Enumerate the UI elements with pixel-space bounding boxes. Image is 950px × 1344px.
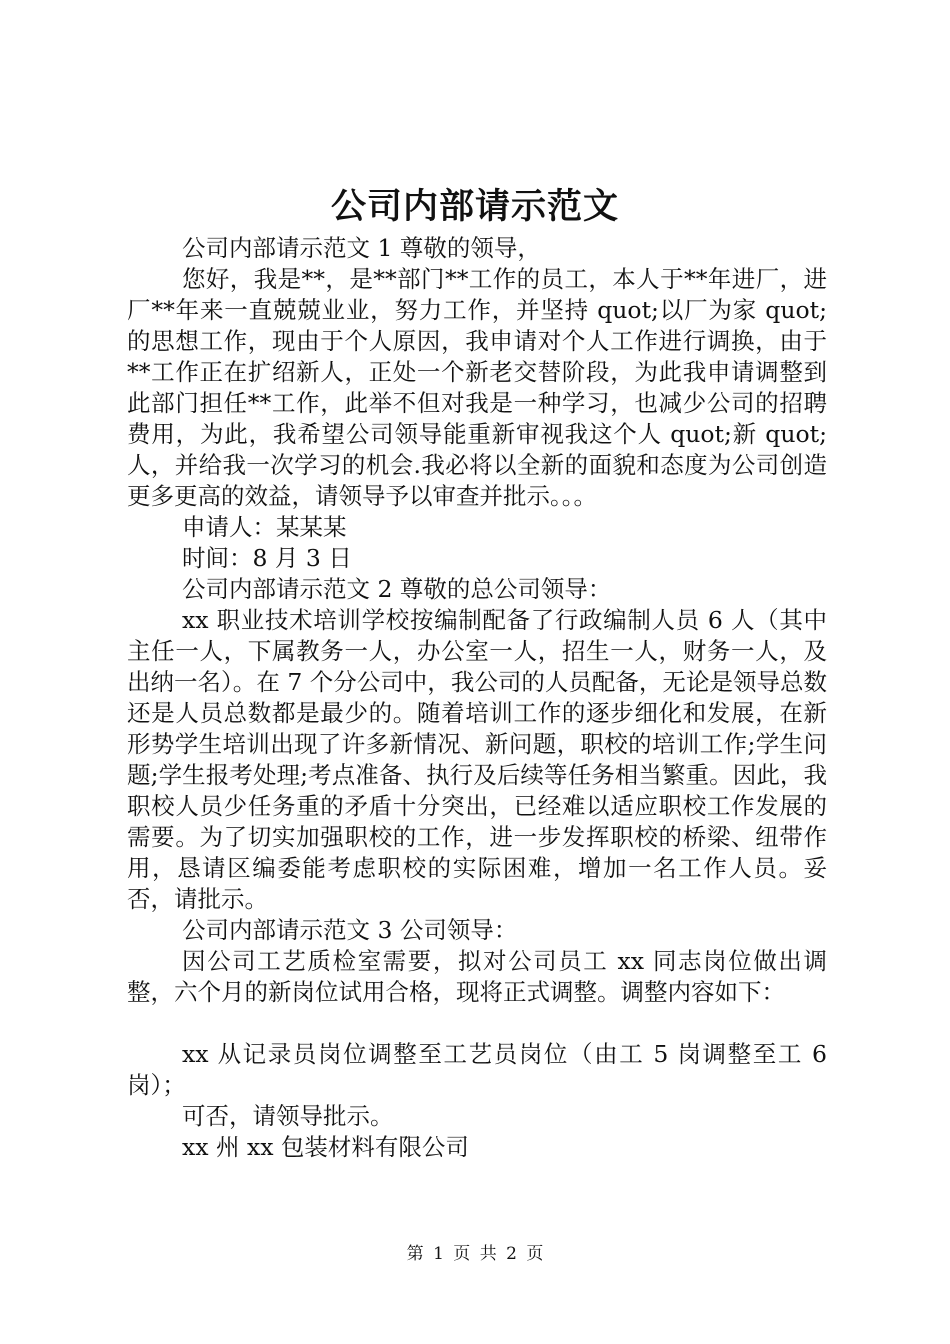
document-title: 公司内部请示范文 [330,186,619,227]
paragraph-request-2: xx 职业技术培训学校按编制配备了行政编制人员 6 人（其中主任一人，下属教务一人，办公室一人，招生一人，财务一人，及出纳一名）。在 7 个分公司中，我公司的人员配备，无论是领导总数还是人员总数都是最少的。随着培训工作的逐步细化和发展，在新形势学生培训出现了许多新情况、新问题，职校的培训工作;学生问题;学生报考处理;考点准备、执行及后续等任务相当繁重。因此，我职校人员少任务重的矛盾十分突出，已经难以适应职校工作发展的需要。为了切实加强职校的工作，进一步发挥职校的桥梁、纽带作用，恳请区编委能考虑职校的实际困难，增加一名工作人员。妥否，请批示。 [127,606,827,913]
paragraph-greeting-1: 公司内部请示范文 1 尊敬的领导， [182,234,541,262]
document-body [127,233,827,1163]
paragraph-request-3: 因公司工艺质检室需要，拟对公司员工 xx 同志岗位做出调整，六个月的新岗位试用合格，现将正式调整。调整内容如下： [127,947,827,1006]
blank-line [127,1008,827,1039]
paragraph-greeting-2: 公司内部请示范文 2 尊敬的总公司领导： [182,575,612,603]
page-footer: 第 1 页 共 2 页 [406,1244,544,1264]
paragraph-adjustment: xx 从记录员岗位调整至工艺员岗位（由工 5 岗调整至工 6 岗）； [127,1040,827,1099]
paragraph-date: 时间：8 月 3 日 [182,544,352,572]
paragraph-applicant: 申请人：某某某 [182,513,347,541]
paragraph-greeting-3: 公司内部请示范文 3 公司领导： [182,916,518,944]
paragraph-request-1: 您好，我是**，是**部门**工作的员工，本人于**年进厂，进厂**年来一直兢兢业业，努力工作，并坚持 quot;以厂为家 quot;的思想工作，现由于个人原因，我申请对个人工作进行调换，由于**工作正在扩绍新人，正处一个新老交替阶段，为此我申请调整到此部门担任**工作，此举不但对我是一种学习，也减少公司的招聘费用，为此，我希望公司领导能重新审视我这个人 quot;新 quot;人，并给我一次学习的机会.我必将以全新的面貌和态度为公司创造更多更高的效益，请领导予以审查并批示。。。 [127,265,827,510]
paragraph-approval: 可否，请领导批示。 [182,1102,394,1130]
paragraph-company: xx 州 xx 包装材料有限公司 [182,1133,469,1161]
